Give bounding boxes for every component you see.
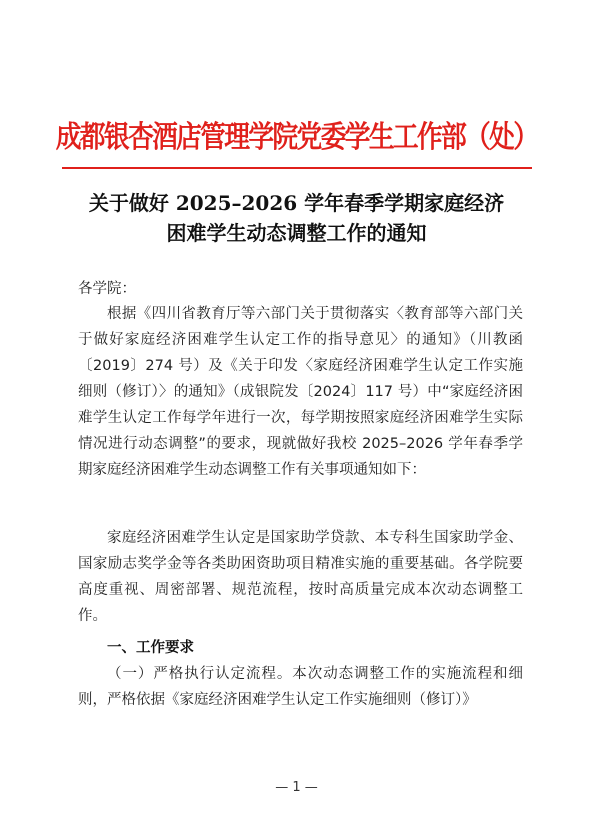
header-divider [62, 167, 532, 169]
document-title-line-1: 关于做好 2025–2026 学年春季学期家庭经济 [88, 191, 505, 215]
page-number: — 1 — [275, 780, 318, 795]
paragraph-process: （一）严格执行认定流程。本次动态调整工作的实施流程和细则，严格依据《家庭经济困难学生认定工作实施细则（修订）》 [78, 666, 523, 708]
org-header: 成都银杏酒店管理学院党委学生工作部（处） [55, 120, 538, 155]
section-heading-work-requirements: 一、工作要求 [107, 640, 194, 656]
salutation: 各学院： [78, 281, 136, 297]
document-title-line-2: 困难学生动态调整工作的通知 [166, 221, 427, 245]
paragraph-basis: 根据《四川省教育厅等六部门关于贯彻落实〈教育部等六部门关于做好家庭经济困难学生认定工作的指导意见〉的通知》（川教函〔2019〕274 号）及《关于印发〈家庭经济困难学生认定工作实施细则（修订）〉的通知》（成银院发〔2024〕117 号）中“家庭经济困难学生认定工作每学年进行一次，每学期按照家庭经济困难学生实际情况进行动态调整”的要求，现就做好我校 2025–2026 学年春季学期家庭经济困难学生动态调整工作有关事项通知如下： [78, 306, 523, 478]
paragraph-importance: 家庭经济困难学生认定是国家助学贷款、本专科生国家助学金、国家励志奖学金等各类助困资助项目精准实施的重要基础。各学院要高度重视、周密部署、规范流程，按时高质量完成本次动态调整工作。 [78, 530, 523, 624]
